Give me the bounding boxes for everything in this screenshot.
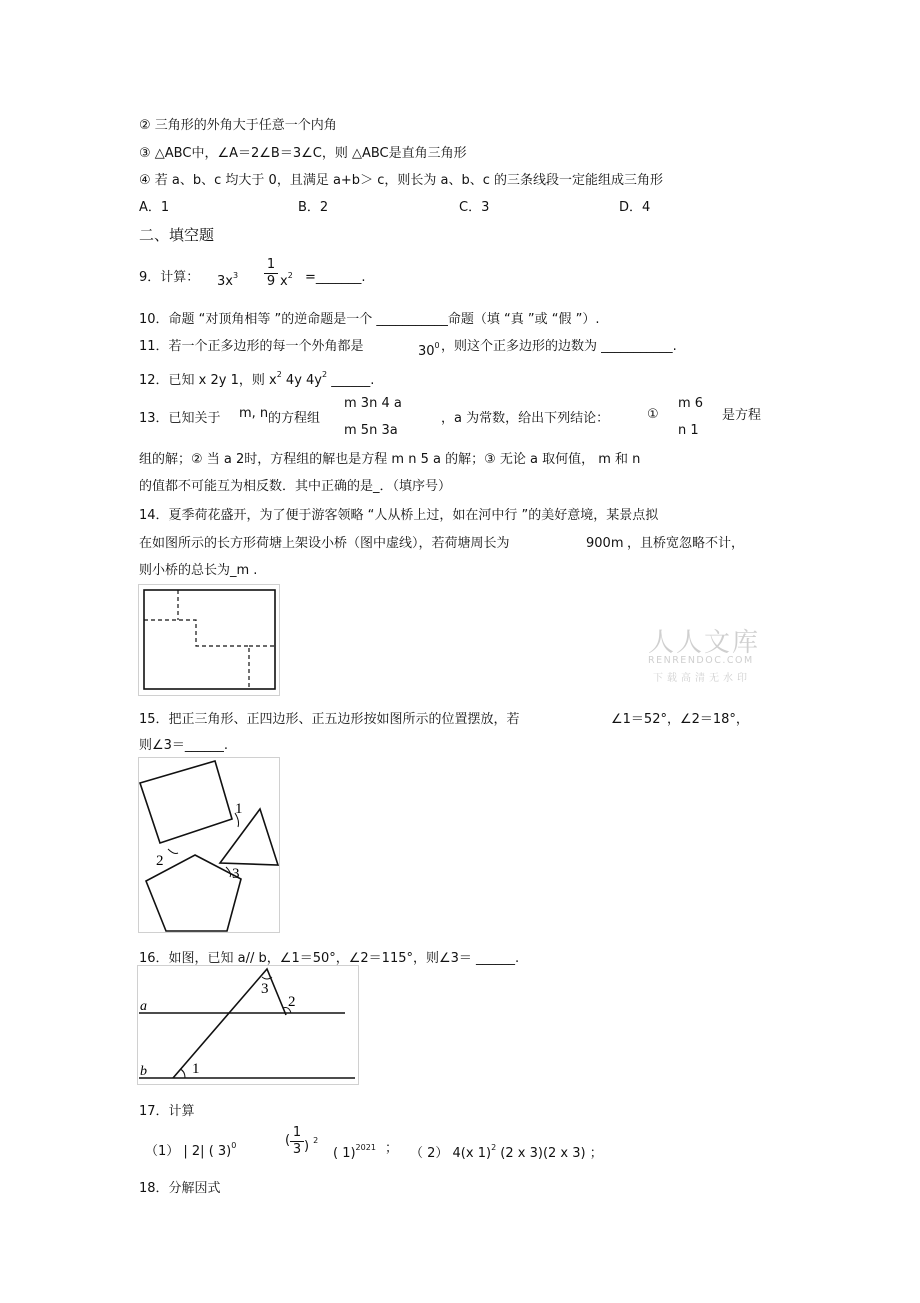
watermark-subtitle: 下载高清无水印 xyxy=(653,673,751,684)
q13-equation-1: m 3n 4 a xyxy=(344,396,402,411)
q14-line-2b: ，且桥宽忽略不计， xyxy=(627,536,745,551)
q8-option-d: D．4 xyxy=(619,200,651,215)
q17-fraction xyxy=(290,1125,304,1157)
q16-label-b: b xyxy=(140,1064,147,1079)
q17-fraction-numerator: 1 xyxy=(292,1125,302,1140)
q9-fraction-denominator: 9 xyxy=(264,273,278,289)
section-title-fill-in: 二、填空题 xyxy=(139,226,215,244)
q9-fraction xyxy=(264,257,278,289)
q16-angle-2-label: 2 xyxy=(288,994,296,1010)
q16-angle-3-label: 3 xyxy=(261,981,269,997)
q17-paren-close: ) $^2$ xyxy=(304,1136,319,1154)
q13-prefix: 13．已知关于 xyxy=(139,411,221,426)
q13-system-label: 的方程组 xyxy=(268,411,321,426)
q8-option-b: B．2 xyxy=(298,200,329,215)
q15-angle-2-label: 2 xyxy=(156,853,164,869)
q15-line-2: 则∠3＝______. xyxy=(139,738,229,753)
q16-parallel-lines-figure xyxy=(137,965,359,1085)
q15-line-1a: 15．把正三角形、正四边形、正五边形按如图所示的位置摆放，若 xyxy=(139,712,520,727)
q13-conclusion-intro: ，a 为常数，给出下列结论： xyxy=(441,411,610,426)
q14-line-3: 则小桥的总长为_m . xyxy=(139,563,258,578)
q13-line-3: 的值都不可能互为相反数．其中正确的是_．（填序号） xyxy=(139,479,452,494)
q9-term1: $3x^3$ xyxy=(217,271,239,289)
q8-option-a: A．1 xyxy=(139,200,170,215)
q16-angle-1-label: 1 xyxy=(192,1061,200,1077)
q9-term2: $x^2$ xyxy=(280,271,293,289)
q13-equation-2: m 5n 3a xyxy=(344,423,398,438)
q17-fraction-denominator: 3 xyxy=(290,1141,304,1157)
q17-part1-a: （1） | 2| ( 3)$^0$ xyxy=(145,1141,237,1159)
q17-paren-open: ( xyxy=(285,1133,291,1148)
q16-text: 16．如图，已知 a// b，∠1＝50°，∠2＝115°，则∠3＝ ______. xyxy=(139,951,520,966)
q13-solution-m: m 6 xyxy=(678,396,704,411)
q17-part1-end: ； xyxy=(385,1141,399,1156)
q14-line-1: 14．夏季荷花盛开，为了便于游客领略 “人从桥上过，如在河中行 ”的美好意境，某景点拟 xyxy=(139,508,659,523)
q11-prefix: 11．若一个正多边形的每一个外角都是 xyxy=(139,339,364,354)
q17-part1-b: ( 1)$^{2021}$ xyxy=(333,1143,376,1161)
q11-angle: $30^0$ xyxy=(418,341,440,359)
q8-statement-4: ④ 若 a、b、c 均大于 0，且满足 a+b＞ c，则长为 a、b、c 的三条线段一定能组成三角形 xyxy=(139,173,663,188)
q13-circle-1: ① xyxy=(647,407,659,422)
q15-angle-3-label: 3 xyxy=(232,866,240,882)
q18-title: 18．分解因式 xyxy=(139,1181,221,1196)
q8-option-c: C．3 xyxy=(459,200,490,215)
q15-polygons-figure xyxy=(138,757,280,933)
q12-text: 12．已知 x 2y 1，则 $x^2$ 4y $4y^2$ ______. xyxy=(139,370,375,388)
q8-statement-2: ② 三角形的外角大于任意一个内角 xyxy=(139,118,337,133)
watermark-logo-text: 人人文库 xyxy=(648,628,761,658)
q14-pond-figure xyxy=(138,584,280,696)
q13-suffix: 是方程 xyxy=(722,408,762,423)
q9-fraction-numerator: 1 xyxy=(266,257,276,272)
q10-text: 10．命题 “对顶角相等 ”的逆命题是一个 ___________命题（填 “真 ”或 “假 ”）. xyxy=(139,312,600,327)
q13-solution-n: n 1 xyxy=(678,423,699,438)
q14-perimeter: 900m xyxy=(586,536,624,551)
q14-line-2a: 在如图所示的长方形荷塘上架设小桥（图中虚线），若荷塘周长为 xyxy=(139,536,510,551)
q15-angle-1-label: 1 xyxy=(235,801,243,817)
q11-suffix: ，则这个正多边形的边数为 ___________. xyxy=(441,339,677,354)
q17-part2: （ 2） 4(x 1)$^2$ (2 x 3)(2 x 3) ； xyxy=(410,1143,603,1161)
q13-variables: m, n xyxy=(239,406,269,421)
q9-answer-blank: =_______. xyxy=(305,270,366,285)
q17-title: 17．计算 xyxy=(139,1104,195,1119)
watermark-domain: RENRENDOC.COM xyxy=(648,655,754,666)
q16-label-a: a xyxy=(140,999,147,1014)
q9-prefix: 9．计算： xyxy=(139,270,200,285)
q8-statement-3: ③ △ABC中，∠A＝2∠B＝3∠C，则 △ABC是直角三角形 xyxy=(139,146,467,161)
q15-line-1b: ∠1＝52°，∠2＝18°， xyxy=(611,712,749,727)
q13-line-2: 组的解；② 当 a 2时，方程组的解也是方程 m n 5 a 的解；③ 无论 a 取何值， m 和 n xyxy=(139,452,641,467)
